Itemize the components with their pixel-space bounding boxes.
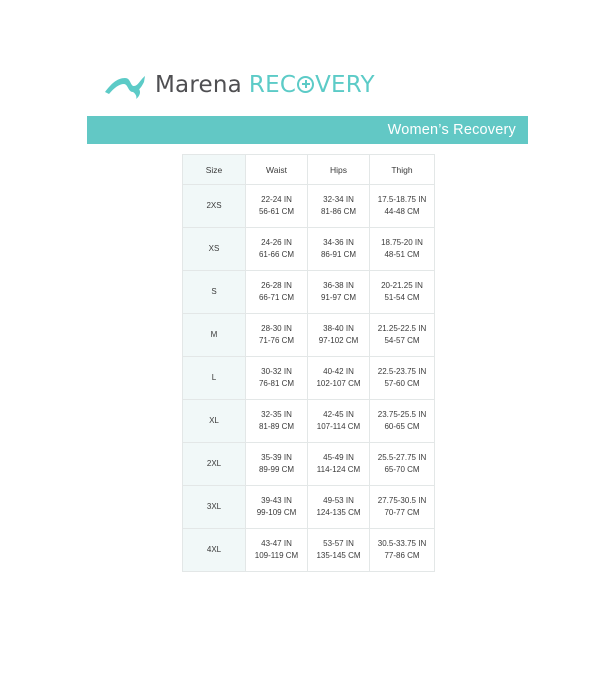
- thigh-inches: 17.5-18.75 IN: [377, 195, 427, 204]
- waist-inches: 26-28 IN: [261, 281, 292, 290]
- brand-wordmark: [155, 71, 375, 98]
- thigh-inches: 20-21.25 IN: [381, 281, 423, 290]
- thigh-centimeters: 65-70 CM: [384, 465, 420, 474]
- thigh-inches: 25.5-27.75 IN: [377, 453, 427, 462]
- hips-cell: [308, 357, 370, 400]
- thigh-centimeters: 44-48 CM: [384, 207, 420, 216]
- brand-sub-part-1: REC: [248, 71, 297, 98]
- brand-subtitle: [248, 71, 375, 98]
- waist-centimeters: 99-109 CM: [256, 508, 297, 517]
- waist-centimeters: 81-89 CM: [258, 422, 295, 431]
- thigh-inches: 27.75-30.5 IN: [377, 496, 427, 505]
- thigh-centimeters: 51-54 CM: [384, 293, 420, 302]
- hips-cell: [308, 486, 370, 529]
- hips-centimeters: 102-107 CM: [316, 379, 361, 388]
- thigh-inches: 23.75-25.5 IN: [377, 410, 427, 419]
- size-cell: XL: [183, 400, 246, 443]
- thigh-inches: 18.75-20 IN: [381, 238, 423, 247]
- waist-centimeters: 71-76 CM: [258, 336, 295, 345]
- thigh-inches: 21.25-22.5 IN: [377, 324, 427, 333]
- hips-cell: [308, 185, 370, 228]
- table-row: [183, 529, 435, 572]
- table-row: [183, 314, 435, 357]
- hips-cell: [308, 529, 370, 572]
- waist-centimeters: 56-61 CM: [258, 207, 295, 216]
- waist-cell: [246, 529, 308, 572]
- thigh-cell: [370, 228, 435, 271]
- waist-cell: [246, 357, 308, 400]
- hips-inches: 38-40 IN: [323, 324, 354, 333]
- waist-centimeters: 76-81 CM: [258, 379, 295, 388]
- hips-cell: [308, 400, 370, 443]
- waist-cell: [246, 228, 308, 271]
- waist-inches: 39-43 IN: [261, 496, 292, 505]
- table-row: [183, 228, 435, 271]
- thigh-cell: [370, 400, 435, 443]
- hips-cell: [308, 443, 370, 486]
- waist-inches: 35-39 IN: [261, 453, 292, 462]
- table-row: [183, 271, 435, 314]
- hips-inches: 36-38 IN: [323, 281, 354, 290]
- waist-cell: [246, 486, 308, 529]
- thigh-centimeters: 70-77 CM: [384, 508, 420, 517]
- hips-inches: 42-45 IN: [323, 410, 354, 419]
- waist-inches: 24-26 IN: [261, 238, 292, 247]
- waist-inches: 30-32 IN: [261, 367, 292, 376]
- table-row: [183, 486, 435, 529]
- waist-inches: 22-24 IN: [261, 195, 292, 204]
- thigh-cell: [370, 271, 435, 314]
- size-cell: S: [183, 271, 246, 314]
- waist-centimeters: 61-66 CM: [258, 250, 295, 259]
- waist-inches: 32-35 IN: [261, 410, 292, 419]
- table-row: [183, 400, 435, 443]
- thigh-cell: [370, 314, 435, 357]
- hips-centimeters: 86-91 CM: [320, 250, 357, 259]
- thigh-centimeters: 57-60 CM: [384, 379, 420, 388]
- waist-cell: [246, 443, 308, 486]
- hips-inches: 32-34 IN: [323, 195, 354, 204]
- hips-inches: 53-57 IN: [323, 539, 354, 548]
- hips-centimeters: 124-135 CM: [316, 508, 361, 517]
- thigh-centimeters: 48-51 CM: [384, 250, 420, 259]
- hips-centimeters: 97-102 CM: [318, 336, 359, 345]
- waist-cell: [246, 271, 308, 314]
- thigh-centimeters: 77-86 CM: [384, 551, 420, 560]
- hips-centimeters: 81-86 CM: [320, 207, 357, 216]
- thigh-cell: [370, 529, 435, 572]
- hips-cell: [308, 314, 370, 357]
- thigh-centimeters: 60-65 CM: [384, 422, 420, 431]
- thigh-inches: 22.5-23.75 IN: [377, 367, 427, 376]
- hips-centimeters: 114-124 CM: [316, 465, 361, 474]
- size-cell: 3XL: [183, 486, 246, 529]
- size-cell: 2XS: [183, 185, 246, 228]
- waist-inches: 28-30 IN: [261, 324, 292, 333]
- brand-logo: [103, 68, 375, 102]
- waist-cell: [246, 185, 308, 228]
- table-row: [183, 443, 435, 486]
- column-header-waist: Waist: [246, 155, 308, 185]
- category-banner: [87, 116, 528, 144]
- column-header-size: Size: [183, 155, 246, 185]
- waist-cell: [246, 314, 308, 357]
- column-header-hips: Hips: [308, 155, 370, 185]
- thigh-cell: [370, 185, 435, 228]
- size-cell: L: [183, 357, 246, 400]
- size-cell: XS: [183, 228, 246, 271]
- hips-centimeters: 91-97 CM: [320, 293, 357, 302]
- hips-cell: [308, 228, 370, 271]
- table-header-row: [183, 155, 435, 185]
- hips-inches: 49-53 IN: [323, 496, 354, 505]
- brand-name: Marena: [155, 71, 242, 98]
- thigh-centimeters: 54-57 CM: [384, 336, 420, 345]
- hips-centimeters: 135-145 CM: [316, 551, 361, 560]
- hips-centimeters: 107-114 CM: [316, 422, 361, 431]
- table-body: [183, 185, 435, 572]
- waist-centimeters: 66-71 CM: [258, 293, 295, 302]
- hips-inches: 45-49 IN: [323, 453, 354, 462]
- thigh-cell: [370, 443, 435, 486]
- brand-sub-part-2: VERY: [315, 71, 375, 98]
- table-row: [183, 185, 435, 228]
- medical-cross-o-icon: [297, 76, 314, 93]
- hips-inches: 34-36 IN: [323, 238, 354, 247]
- size-cell: 4XL: [183, 529, 246, 572]
- table-row: [183, 357, 435, 400]
- column-header-thigh: Thigh: [370, 155, 435, 185]
- waist-centimeters: 89-99 CM: [258, 465, 295, 474]
- size-chart-table: [182, 154, 435, 572]
- thigh-cell: [370, 357, 435, 400]
- hips-inches: 40-42 IN: [323, 367, 354, 376]
- waist-cell: [246, 400, 308, 443]
- thigh-cell: [370, 486, 435, 529]
- brand-swoosh-icon: [103, 70, 147, 100]
- thigh-inches: 30.5-33.75 IN: [377, 539, 427, 548]
- waist-centimeters: 109-119 CM: [254, 551, 299, 560]
- size-cell: M: [183, 314, 246, 357]
- size-cell: 2XL: [183, 443, 246, 486]
- waist-inches: 43-47 IN: [261, 539, 292, 548]
- hips-cell: [308, 271, 370, 314]
- banner-title: Women’s Recovery: [387, 122, 516, 138]
